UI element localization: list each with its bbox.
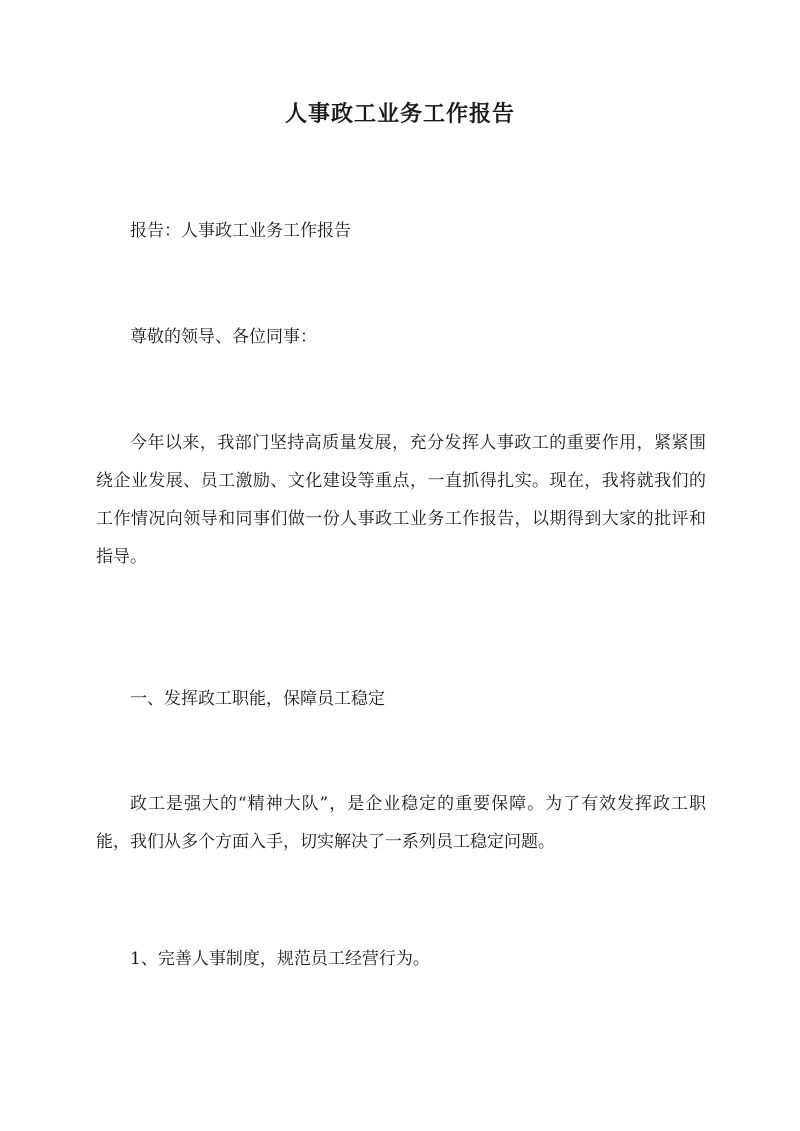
greeting-paragraph: 尊敬的领导、各位同事：	[130, 327, 317, 347]
document-title: 人事政工业务工作报告	[284, 101, 515, 127]
item1-paragraph: 1、完善人事制度，规范员工经营行为。	[130, 949, 430, 969]
report-line: 报告：人事政工业务工作报告	[130, 221, 351, 241]
section1-body-paragraph: 政工是强大的“精神大队”，是企业稳定的重要保障。为了有效发挥政工职能，我们从多个方面入手，切实解决了一系列员工稳定问题。	[96, 794, 706, 852]
section1-heading: 一、发挥政工职能，保障员工稳定	[130, 689, 385, 709]
intro-paragraph: 今年以来，我部门坚持高质量发展，充分发挥人事政工的重要作用，紧紧围绕企业发展、员工激励、文化建设等重点，一直抓得扎实。现在，我将就我们的工作情况向领导和同事们做一份人事政工业务工作报告，以期得到大家的批评和指导。	[96, 433, 706, 567]
